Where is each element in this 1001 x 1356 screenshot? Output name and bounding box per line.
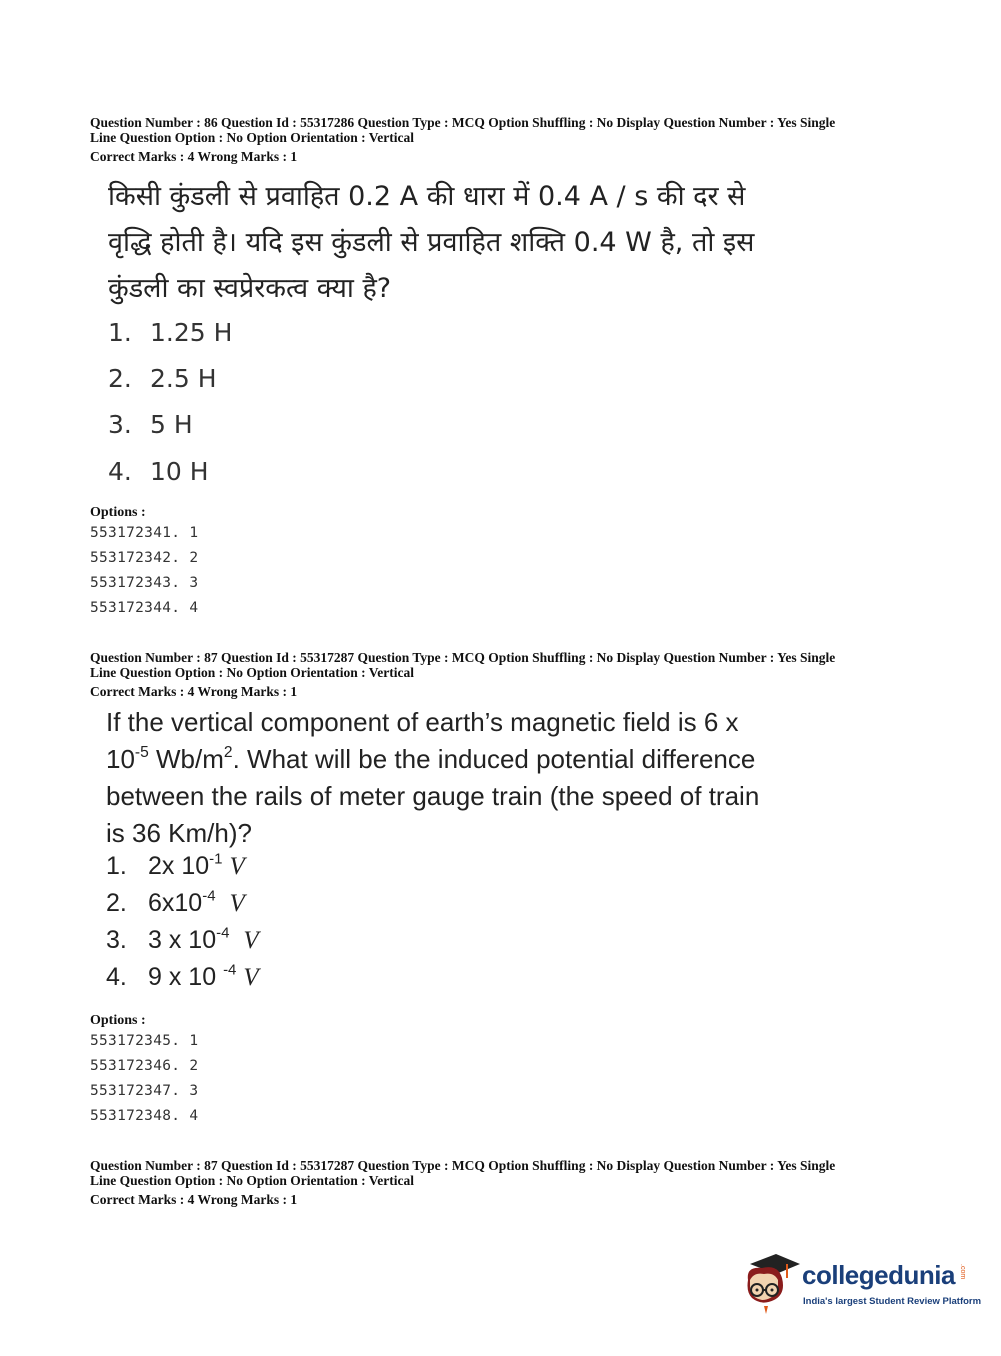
mascot-icon <box>742 1250 802 1316</box>
question-87-meta <box>90 650 920 680</box>
question-86-marks: Correct Marks : 4 Wrong Marks : 1 <box>90 149 298 164</box>
option-number: 1. <box>108 318 132 347</box>
question-86-meta <box>90 115 920 145</box>
question-87-option-4 <box>106 963 259 992</box>
question-86-text <box>108 174 828 312</box>
option-base: 3 x 10 <box>148 926 217 954</box>
question-text-line: वृद्धि होती है। यदि इस कुंडली से प्रवाहित शक्ति 0.4 W है, तो इस <box>108 227 755 258</box>
question-87-text <box>106 704 826 852</box>
text-part: Wb/m <box>148 744 224 774</box>
question-text-line: between the rails of meter gauge train (the speed of train <box>106 781 760 811</box>
option-unit: V <box>229 853 245 880</box>
question-87-option-3 <box>106 926 259 955</box>
question-87b-marks: Correct Marks : 4 Wrong Marks : 1 <box>90 1192 298 1207</box>
question-text-line: is 36 Km/h)? <box>106 818 252 848</box>
option-text: 5 H <box>150 410 193 439</box>
option-id: 553172347. 3 <box>90 1083 199 1099</box>
meta-line: Question Number : 86 Question Id : 55317286 Question Type : MCQ Option Shuffling : No Display Question Number : Yes Single <box>90 115 836 130</box>
option-text: 2.5 H <box>150 364 217 393</box>
option-base: 9 x 10 <box>148 963 224 991</box>
option-id: 553172348. 4 <box>90 1108 199 1124</box>
question-86-option-3 <box>108 410 193 439</box>
option-id: 553172346. 2 <box>90 1058 199 1074</box>
option-number: 1. <box>106 852 127 880</box>
option-number: 4. <box>106 963 127 991</box>
option-exponent: -4 <box>202 887 216 905</box>
option-base: 6x10 <box>148 889 203 917</box>
option-id: 553172342. 2 <box>90 550 199 566</box>
meta-line: Question Number : 87 Question Id : 55317287 Question Type : MCQ Option Shuffling : No Display Question Number : Yes Single <box>90 650 836 665</box>
logo-domain: .com <box>959 1264 966 1280</box>
option-text: 1.25 H <box>150 318 233 347</box>
question-text-line: किसी कुंडली से प्रवाहित 0.2 A की धारा में 0.4 A / s की दर से <box>108 181 746 212</box>
option-unit: V <box>229 890 245 917</box>
question-86-option-2 <box>108 364 217 393</box>
logo-wordmark: collegedunia <box>802 1260 955 1290</box>
option-number: 2. <box>108 364 132 393</box>
text-part: 10 <box>106 744 135 774</box>
option-id: 553172344. 4 <box>90 600 199 616</box>
option-exponent: -1 <box>209 850 223 868</box>
option-number: 3. <box>106 926 127 954</box>
text-part: . What will be the induced potential difference <box>232 744 756 774</box>
question-text-line: If the vertical component of earth’s magnetic field is 6 x <box>106 707 739 737</box>
option-number: 4. <box>108 457 132 486</box>
option-base: 2x 10 <box>148 852 210 880</box>
option-id: 553172343. 3 <box>90 575 199 591</box>
question-text-line <box>106 741 826 778</box>
question-86-option-1 <box>108 318 232 347</box>
option-text: 10 H <box>150 457 209 486</box>
question-87b-meta <box>90 1158 920 1188</box>
option-id: 553172341. 1 <box>90 525 199 541</box>
question-87-marks: Correct Marks : 4 Wrong Marks : 1 <box>90 684 298 699</box>
superscript: -5 <box>134 744 149 762</box>
question-87-option-2 <box>106 889 245 918</box>
meta-line: Question Number : 87 Question Id : 55317287 Question Type : MCQ Option Shuffling : No Display Question Number : Yes Single <box>90 1158 836 1173</box>
logo-tagline: India's largest Student Review Platform <box>803 1296 982 1307</box>
option-number: 2. <box>106 889 127 917</box>
option-unit: V <box>243 927 259 954</box>
meta-line: Line Question Option : No Option Orientation : Vertical <box>90 1173 415 1188</box>
options-label: Options : <box>90 1013 146 1028</box>
meta-line: Line Question Option : No Option Orientation : Vertical <box>90 130 415 145</box>
option-unit: V <box>243 964 259 991</box>
question-86-option-4 <box>108 457 209 486</box>
question-87-option-1 <box>106 852 245 881</box>
superscript: 2 <box>223 744 233 762</box>
option-id: 553172345. 1 <box>90 1033 199 1049</box>
option-number: 3. <box>108 410 132 439</box>
option-exponent: -4 <box>216 924 230 942</box>
collegedunia-logo <box>742 1250 982 1320</box>
meta-line: Line Question Option : No Option Orientation : Vertical <box>90 665 415 680</box>
question-text-line: कुंडली का स्वप्रेरकत्व क्या है? <box>108 273 392 304</box>
option-exponent: -4 <box>223 961 237 979</box>
options-label: Options : <box>90 505 146 520</box>
